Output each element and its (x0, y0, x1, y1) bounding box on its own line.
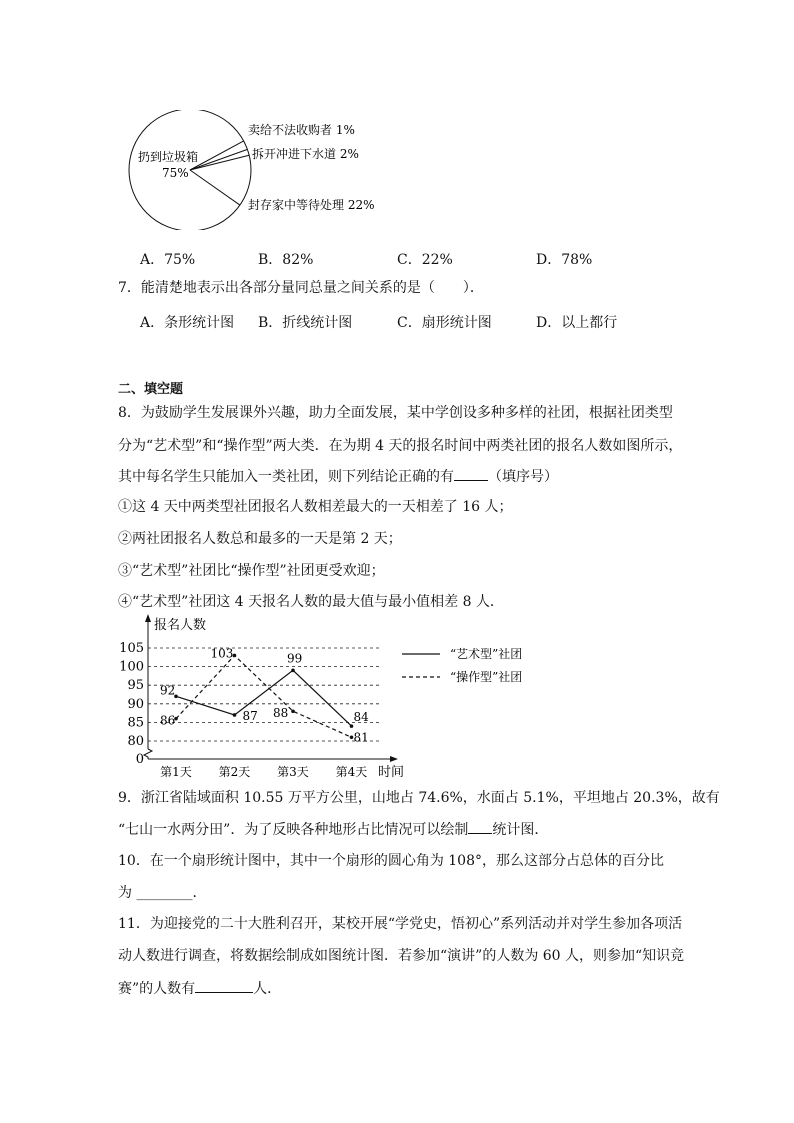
pie-label-drain: 拆开冲进下水道 2% (252, 147, 359, 161)
q8-line-1: 8．为鼓励学生发展课外兴趣，助力全面发展，某中学创设多种多样的社团，根据社团类型 (118, 405, 673, 421)
chart-y-ticks (119, 641, 144, 767)
data-point (233, 713, 237, 717)
chart-x-axis-label: 时间 (378, 765, 405, 780)
data-label: 92 (160, 683, 176, 698)
q8-answer-blank[interactable] (454, 466, 488, 481)
q8-statement-4: ④“艺术型”社团这 4 天报名人数的最大值与最小值相差 8 人． (118, 594, 504, 610)
data-label: 84 (353, 710, 369, 725)
section-title-fill-in: 二、填空题 (118, 382, 184, 397)
q9-answer-blank[interactable] (468, 819, 492, 834)
y-tick-label: 95 (127, 678, 144, 694)
q9-line-1: 9．浙江省陆域面积 10.55 万平方公里，山地占 74.6%，水面占 5.1%，平坦地占 20.3%，故有 (118, 790, 720, 806)
q8-line-3-suffix: （填序号） (488, 469, 558, 485)
pie-chart (120, 110, 390, 230)
q8-statement-2: ②两社团报名人数总和最多的一天是第 2 天； (118, 531, 402, 547)
q9-line-2-text: “七山一水两分田”．为了反映各种地形占比情况可以绘制 (118, 822, 469, 838)
q7-option-c[interactable]: C．扇形统计图 (397, 315, 492, 331)
y-tick-label: 100 (119, 659, 144, 675)
q7-stem: 7．能清楚地表示出各部分量同总量之间关系的是（ ）． (118, 280, 484, 296)
data-point (291, 709, 295, 713)
pie-divider (190, 170, 240, 205)
chart-x-ticks (160, 765, 367, 779)
x-tick-label: 第2天 (218, 765, 251, 779)
data-label: 103 (210, 646, 234, 661)
q11-line-3-text: 赛”的人数有 (118, 981, 196, 997)
q8-statement-1: ①这 4 天中两类型社团报名人数相差最大的一天相差了 16 人； (118, 499, 513, 515)
q8-line-2: 分为“艺术型”和“操作型”两大类．在为期 4 天的报名时间中两类社团的报名人数如图所示， (118, 438, 683, 454)
chart-series (160, 646, 369, 744)
data-label: 88 (273, 706, 289, 721)
q7-option-a[interactable]: A．条形统计图 (140, 315, 235, 331)
data-label: 86 (160, 713, 176, 728)
y-tick-label: 85 (127, 715, 144, 731)
pie-label-trash: 扔到垃圾箱 (138, 150, 199, 164)
data-point (350, 724, 354, 728)
y-axis-break (144, 749, 152, 759)
pie-label-sell: 卖给不法收购者 1% (248, 123, 355, 137)
q8-line-3-text: 其中每名学生只能加入一类社团，则下列结论正确的有 (118, 469, 454, 485)
data-label: 99 (287, 651, 303, 666)
data-label: 81 (353, 730, 369, 745)
x-tick-label: 第3天 (277, 765, 309, 779)
q9-line-2 (118, 819, 548, 840)
data-point (291, 669, 295, 673)
q10-line-2: 为 ________． (118, 885, 207, 901)
y-axis-arrow (145, 614, 151, 622)
q11-line-2: 动人数进行调查，将数据绘制成如图统计图．若参加“演讲”的人数为 60 人，则参加“知识竞 (118, 948, 685, 964)
q7-option-d[interactable]: D．以上都行 (536, 315, 618, 331)
q6-option-c[interactable]: C．22% (397, 252, 453, 268)
q8-statement-3: ③“艺术型”社团比“操作型”社团更受欢迎； (118, 563, 385, 579)
y-tick-label: 80 (127, 734, 144, 749)
q8-line-3 (118, 466, 558, 487)
pie-slices (129, 110, 251, 230)
q7-option-b[interactable]: B．折线统计图 (258, 315, 353, 331)
line-chart (110, 612, 570, 782)
x-tick-label: 第4天 (335, 765, 368, 779)
q11-line-3 (118, 978, 281, 999)
y-tick-label: 0 (135, 752, 144, 767)
y-tick-label: 105 (119, 641, 144, 656)
q9-line-2-suffix: 统计图． (492, 822, 549, 838)
x-axis-arrow (390, 756, 398, 762)
series-line-operation (176, 655, 352, 737)
pie-label-store: 封存家中等待处理 22% (248, 198, 375, 212)
q11-line-1: 11．为迎接党的二十大胜利召开，某校开展“学党史，悟初心”系列活动并对学生参加各项活 (118, 916, 683, 932)
q6-option-a[interactable]: A．75% (140, 252, 196, 268)
q11-answer-blank[interactable] (195, 978, 253, 993)
q11-line-3-suffix: 人． (253, 981, 282, 997)
pie-divider (190, 141, 244, 170)
chart-gridlines (148, 648, 380, 741)
q6-option-b[interactable]: B．82% (258, 252, 314, 268)
q6-option-d[interactable]: D．78% (536, 252, 593, 268)
legend-label: “艺术型”社团 (450, 647, 523, 661)
series-line-art (176, 670, 352, 726)
q10-line-1: 10．在一个扇形统计图中，其中一个扇形的圆心角为 108°，那么这部分占总体的百分比 (118, 853, 664, 869)
pie-divider (190, 155, 249, 170)
legend-label: “操作型”社团 (450, 670, 523, 684)
data-label: 87 (242, 708, 258, 723)
pie-label-trash-percent: 75% (162, 166, 189, 180)
x-tick-label: 第1天 (160, 765, 192, 779)
chart-y-axis-label: 报名人数 (154, 618, 207, 633)
pie-divider (190, 149, 247, 170)
y-tick-label: 90 (127, 696, 144, 712)
chart-legend (402, 646, 522, 684)
